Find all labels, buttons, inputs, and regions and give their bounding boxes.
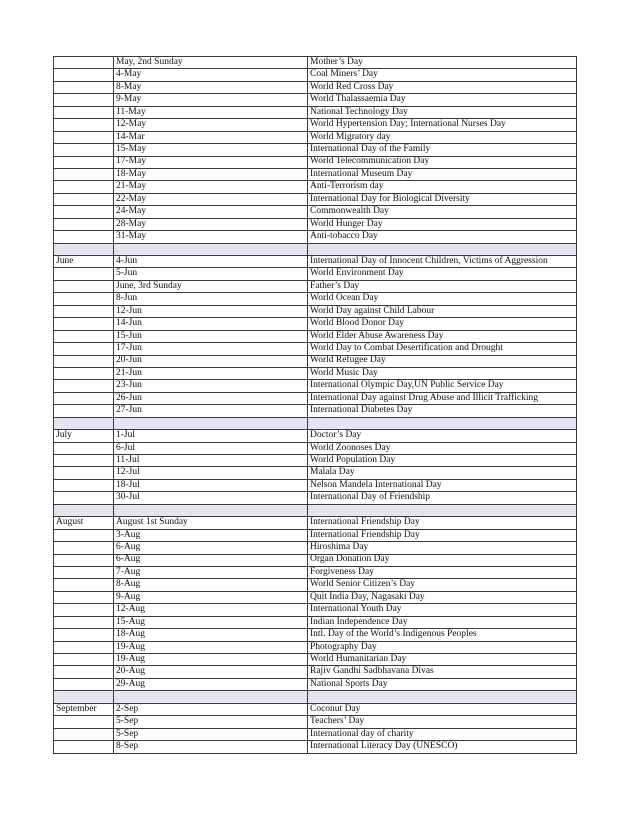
table-row (54, 479, 577, 491)
event-cell: International Youth Day (308, 604, 577, 616)
date-cell: 12-Jun (114, 305, 308, 317)
table-row (54, 392, 577, 404)
table-row (54, 367, 577, 379)
date-cell: 5-Sep (114, 716, 308, 728)
table-row (54, 268, 577, 280)
date-cell: June, 3rd Sunday (114, 280, 308, 292)
date-cell: 30-Jul (114, 492, 308, 504)
date-cell: 19-Aug (114, 641, 308, 653)
month-cell (54, 231, 114, 243)
event-cell: World Telecommunication Day (308, 156, 577, 168)
event-cell: International Diabetes Day (308, 405, 577, 417)
month-cell (54, 181, 114, 193)
table-row (54, 131, 577, 143)
month-cell (54, 131, 114, 143)
date-cell: 7-Aug (114, 566, 308, 578)
date-cell: 14-Jun (114, 318, 308, 330)
table-row (54, 144, 577, 156)
table-row (54, 405, 577, 417)
month-cell (54, 741, 114, 753)
table-row (54, 741, 577, 753)
table-row (54, 654, 577, 666)
table-row (54, 106, 577, 118)
date-cell: 8-Aug (114, 579, 308, 591)
month-cell (54, 616, 114, 628)
table-row (54, 678, 577, 690)
event-cell: World Blood Donor Day (308, 318, 577, 330)
date-cell: 3-Aug (114, 529, 308, 541)
event-cell: World Day to Combat Desertification and Drought (308, 343, 577, 355)
event-cell: Teachers’ Day (308, 716, 577, 728)
event-cell: International Literacy Day (UNESCO) (308, 741, 577, 753)
event-cell: World Day against Child Labour (308, 305, 577, 317)
event-cell: International Olympic Day,UN Public Service Day (308, 380, 577, 392)
date-cell: 11-May (114, 106, 308, 118)
separator-cell (54, 417, 114, 429)
month-cell (54, 604, 114, 616)
month-cell (54, 57, 114, 69)
separator-cell (54, 504, 114, 516)
month-cell (54, 144, 114, 156)
month-cell (54, 442, 114, 454)
month-cell (54, 168, 114, 180)
event-cell: World Elder Abuse Awareness Day (308, 330, 577, 342)
date-cell: 18-Jul (114, 479, 308, 491)
event-cell: International Day of Innocent Children, Victims of Aggression (308, 256, 577, 268)
date-cell: 15-Jun (114, 330, 308, 342)
separator-cell (308, 504, 577, 516)
date-cell: 21-Jun (114, 367, 308, 379)
date-cell: 20-Jun (114, 355, 308, 367)
date-cell: 23-Jun (114, 380, 308, 392)
table-row (54, 380, 577, 392)
date-cell: 4-Jun (114, 256, 308, 268)
date-cell: 6-Aug (114, 554, 308, 566)
event-cell: Anti-Terrorism day (308, 181, 577, 193)
month-cell (54, 193, 114, 205)
table-row (54, 280, 577, 292)
date-cell: 8-May (114, 81, 308, 93)
month-cell: August (54, 517, 114, 529)
date-cell: 18-Aug (114, 629, 308, 641)
date-cell: August 1st Sunday (114, 517, 308, 529)
month-cell (54, 355, 114, 367)
event-cell: World Environment Day (308, 268, 577, 280)
separator-cell (114, 691, 308, 703)
event-cell: World Music Day (308, 367, 577, 379)
date-cell: 12-May (114, 119, 308, 131)
month-cell (54, 330, 114, 342)
separator-cell (114, 243, 308, 255)
month-cell: September (54, 703, 114, 715)
date-cell: 8-Jun (114, 293, 308, 305)
month-cell (54, 268, 114, 280)
table-row (54, 467, 577, 479)
event-cell: International Friendship Day (308, 529, 577, 541)
event-cell: Malala Day (308, 467, 577, 479)
table-row (54, 442, 577, 454)
section-separator-row (54, 243, 577, 255)
month-cell (54, 392, 114, 404)
table-row (54, 181, 577, 193)
table-row (54, 604, 577, 616)
table-row (54, 69, 577, 81)
date-cell: 17-May (114, 156, 308, 168)
date-cell: 4-May (114, 69, 308, 81)
date-cell: 1-Jul (114, 430, 308, 442)
table-row (54, 57, 577, 69)
table-row (54, 529, 577, 541)
date-cell: 15-May (114, 144, 308, 156)
event-cell: International Friendship Day (308, 517, 577, 529)
month-cell: June (54, 256, 114, 268)
date-cell: May, 2nd Sunday (114, 57, 308, 69)
event-cell: World Refugee Day (308, 355, 577, 367)
table-row (54, 542, 577, 554)
month-cell (54, 218, 114, 230)
month-cell: July (54, 430, 114, 442)
table-row (54, 355, 577, 367)
table-row (54, 305, 577, 317)
month-cell (54, 666, 114, 678)
event-cell: International Day of the Family (308, 144, 577, 156)
date-cell: 22-May (114, 193, 308, 205)
month-cell (54, 566, 114, 578)
date-cell: 12-Aug (114, 604, 308, 616)
table-row (54, 616, 577, 628)
table-row (54, 566, 577, 578)
table-row (54, 591, 577, 603)
table-row (54, 256, 577, 268)
month-cell (54, 106, 114, 118)
event-cell: Forgiveness Day (308, 566, 577, 578)
date-cell: 20-Aug (114, 666, 308, 678)
event-cell: Nelson Mandela International Day (308, 479, 577, 491)
important-days-table (53, 56, 577, 754)
table-row (54, 168, 577, 180)
month-cell (54, 156, 114, 168)
table-row (54, 430, 577, 442)
table-row (54, 119, 577, 131)
month-cell (54, 529, 114, 541)
date-cell: 15-Aug (114, 616, 308, 628)
event-cell: World Thalassaemia Day (308, 94, 577, 106)
event-cell: World Humanitarian Day (308, 654, 577, 666)
event-cell: Quit India Day, Nagasaki Day (308, 591, 577, 603)
table-row (54, 492, 577, 504)
table-row (54, 318, 577, 330)
event-cell: World Migratory day (308, 131, 577, 143)
date-cell: 14-Mar (114, 131, 308, 143)
month-cell (54, 467, 114, 479)
separator-cell (114, 417, 308, 429)
separator-cell (114, 504, 308, 516)
event-cell: World Hypertension Day; International Nurses Day (308, 119, 577, 131)
month-cell (54, 343, 114, 355)
table-row (54, 218, 577, 230)
event-cell: World Zoonoses Day (308, 442, 577, 454)
table-row (54, 81, 577, 93)
month-cell (54, 629, 114, 641)
event-cell: Coal Miners’ Day (308, 69, 577, 81)
month-cell (54, 579, 114, 591)
table-row (54, 728, 577, 740)
event-cell: World Red Cross Day (308, 81, 577, 93)
table-row (54, 641, 577, 653)
date-cell: 26-Jun (114, 392, 308, 404)
month-cell (54, 654, 114, 666)
event-cell: International Museum Day (308, 168, 577, 180)
event-cell: International Day for Biological Diversity (308, 193, 577, 205)
table-row (54, 156, 577, 168)
date-cell: 6-Aug (114, 542, 308, 554)
month-cell (54, 678, 114, 690)
table-row (54, 629, 577, 641)
date-cell: 5-Jun (114, 268, 308, 280)
table-row (54, 94, 577, 106)
month-cell (54, 728, 114, 740)
table-row (54, 231, 577, 243)
table-row (54, 716, 577, 728)
table-body (54, 57, 577, 754)
table-row (54, 206, 577, 218)
month-cell (54, 405, 114, 417)
event-cell: Indian Independence Day (308, 616, 577, 628)
date-cell: 24-May (114, 206, 308, 218)
section-separator-row (54, 504, 577, 516)
month-cell (54, 69, 114, 81)
event-cell: Organ Donation Day (308, 554, 577, 566)
date-cell: 8-Sep (114, 741, 308, 753)
table-row (54, 343, 577, 355)
event-cell: International Day against Drug Abuse and Illicit Trafficking (308, 392, 577, 404)
month-cell (54, 641, 114, 653)
date-cell: 29-Aug (114, 678, 308, 690)
event-cell: Doctor’s Day (308, 430, 577, 442)
table-row (54, 703, 577, 715)
month-cell (54, 591, 114, 603)
section-separator-row (54, 691, 577, 703)
date-cell: 19-Aug (114, 654, 308, 666)
table-row (54, 330, 577, 342)
date-cell: 28-May (114, 218, 308, 230)
table-row (54, 554, 577, 566)
table-row (54, 579, 577, 591)
event-cell: World Senior Citizen’s Day (308, 579, 577, 591)
event-cell: World Hunger Day (308, 218, 577, 230)
separator-cell (308, 691, 577, 703)
month-cell (54, 119, 114, 131)
date-cell: 17-Jun (114, 343, 308, 355)
separator-cell (308, 417, 577, 429)
event-cell: Mother’s Day (308, 57, 577, 69)
month-cell (54, 94, 114, 106)
date-cell: 31-May (114, 231, 308, 243)
month-cell (54, 479, 114, 491)
month-cell (54, 318, 114, 330)
month-cell (54, 455, 114, 467)
month-cell (54, 380, 114, 392)
date-cell: 6-Jul (114, 442, 308, 454)
event-cell: International day of charity (308, 728, 577, 740)
date-cell: 18-May (114, 168, 308, 180)
event-cell: International Day of Friendship (308, 492, 577, 504)
month-cell (54, 542, 114, 554)
date-cell: 2-Sep (114, 703, 308, 715)
month-cell (54, 81, 114, 93)
month-cell (54, 367, 114, 379)
table-row (54, 517, 577, 529)
event-cell: Father’s Day (308, 280, 577, 292)
event-cell: National Technology Day (308, 106, 577, 118)
event-cell: World Population Day (308, 455, 577, 467)
date-cell: 21-May (114, 181, 308, 193)
date-cell: 12-Jul (114, 467, 308, 479)
section-separator-row (54, 417, 577, 429)
table-row (54, 666, 577, 678)
table-row (54, 193, 577, 205)
event-cell: World Ocean Day (308, 293, 577, 305)
event-cell: Intl. Day of the World’s Indigenous Peoples (308, 629, 577, 641)
separator-cell (308, 243, 577, 255)
event-cell: Coconut Day (308, 703, 577, 715)
event-cell: Rajiv Gandhi Sadbhavana Divas (308, 666, 577, 678)
date-cell: 9-Aug (114, 591, 308, 603)
event-cell: Hiroshima Day (308, 542, 577, 554)
separator-cell (54, 691, 114, 703)
separator-cell (54, 243, 114, 255)
month-cell (54, 492, 114, 504)
date-cell: 11-Jul (114, 455, 308, 467)
month-cell (54, 305, 114, 317)
table-row (54, 455, 577, 467)
month-cell (54, 293, 114, 305)
event-cell: Anti-tobacco Day (308, 231, 577, 243)
event-cell: National Sports Day (308, 678, 577, 690)
month-cell (54, 206, 114, 218)
table-row (54, 293, 577, 305)
event-cell: Photography Day (308, 641, 577, 653)
month-cell (54, 554, 114, 566)
date-cell: 27-Jun (114, 405, 308, 417)
event-cell: Commonwealth Day (308, 206, 577, 218)
month-cell (54, 280, 114, 292)
date-cell: 5-Sep (114, 728, 308, 740)
month-cell (54, 716, 114, 728)
date-cell: 9-May (114, 94, 308, 106)
